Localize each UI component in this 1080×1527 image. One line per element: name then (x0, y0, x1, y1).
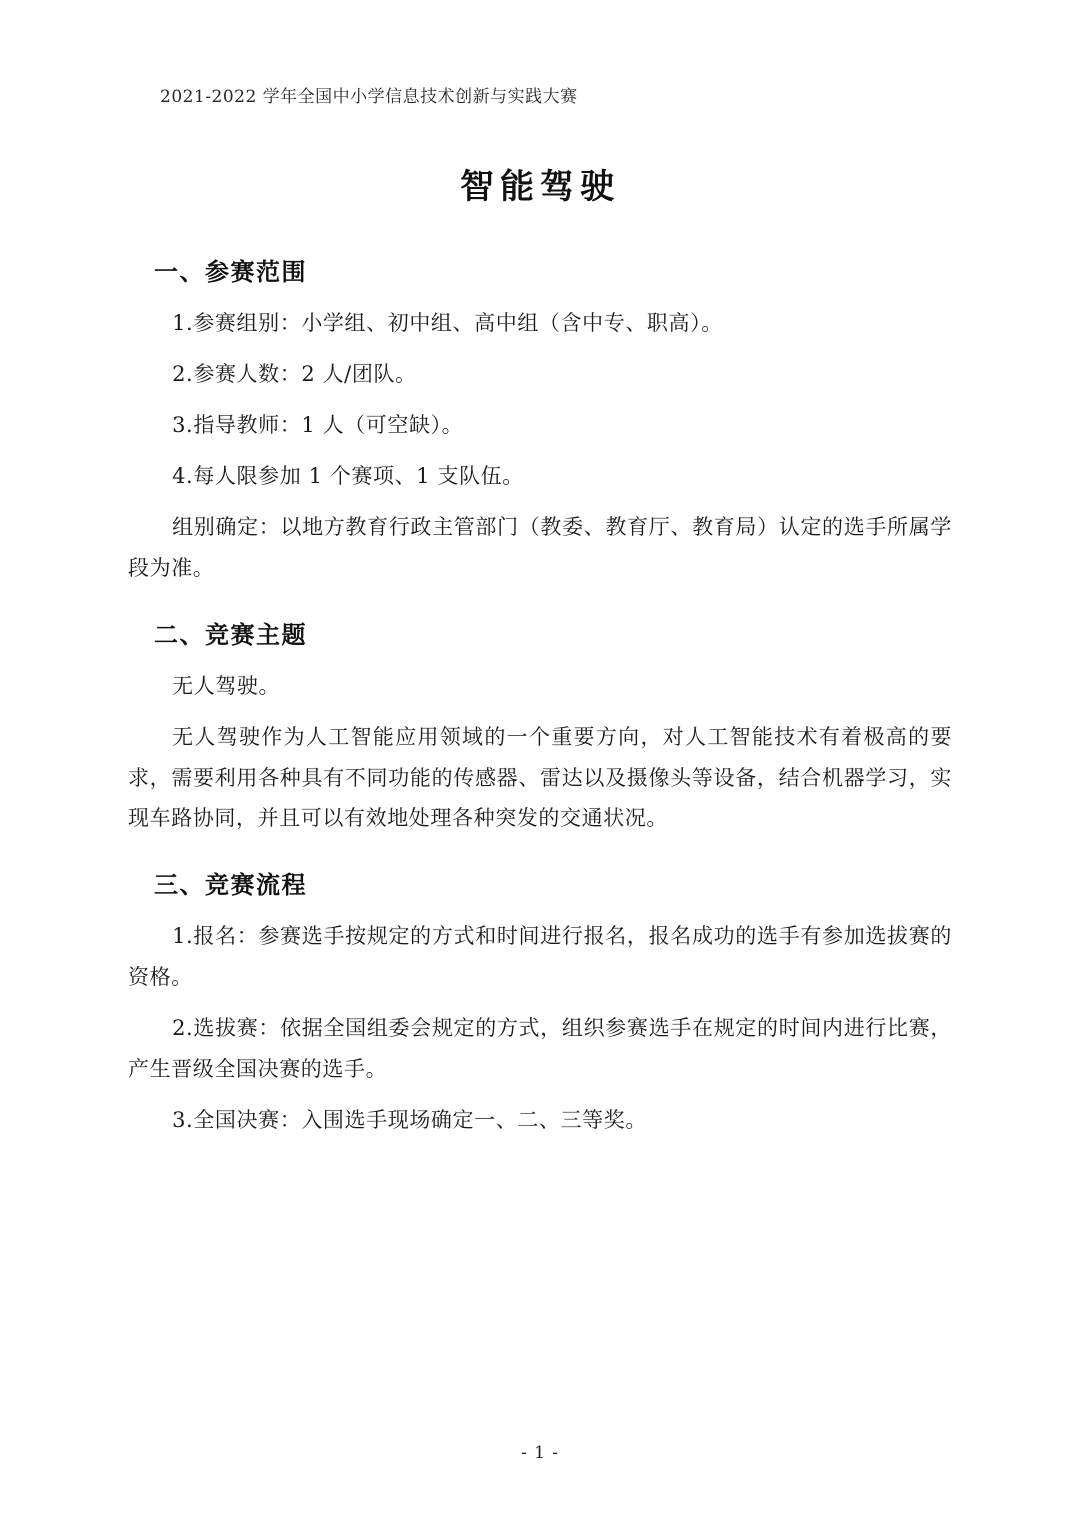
running-head: 2021-2022 学年全国中小学信息技术创新与实践大赛 (160, 87, 578, 107)
paragraph: 4.每人限参加 1 个赛项、1 支队伍。 (172, 463, 524, 488)
paragraph: 3.全国决赛：入围选手现场确定一、二、三等奖。 (172, 1108, 647, 1133)
page-title: 智能驾驶 (460, 167, 620, 207)
section-heading-3: 三、竞赛流程 (154, 870, 307, 900)
paragraph: 1.参赛组别：小学组、初中组、高中组（含中专、职高）。 (172, 311, 723, 335)
paragraph: 1.报名：参赛选手按规定的方式和时间进行报名，报名成功的选手有参加选拔赛的资格。 (128, 924, 952, 990)
section-heading-2: 二、竞赛主题 (154, 619, 307, 649)
paragraph: 组别确定：以地方教育行政主管部门（教委、教育厅、教育局）认定的选手所属学段为准。 (128, 514, 952, 580)
paragraph: 无人驾驶作为人工智能应用领域的一个重要方向，对人工智能技术有着极高的要求，需要利用各种具有不同功能的传感器、雷达以及摄像头等设备，结合机器学习，实现车路协同，并且可以有效地处理各种突发的交通状况。 (128, 724, 952, 831)
page-number: - 1 - (520, 1443, 560, 1463)
section-heading-1: 一、参赛范围 (154, 257, 307, 286)
paragraph: 2.参赛人数：2 人/团队。 (172, 361, 417, 386)
paragraph: 3.指导教师：1 人（可空缺）。 (172, 412, 464, 437)
paragraph: 2.选拔赛：依据全国组委会规定的方式，组织参赛选手在规定的时间内进行比赛，产生晋级全国决赛的选手。 (128, 1016, 952, 1082)
paragraph: 无人驾驶。 (172, 673, 281, 698)
